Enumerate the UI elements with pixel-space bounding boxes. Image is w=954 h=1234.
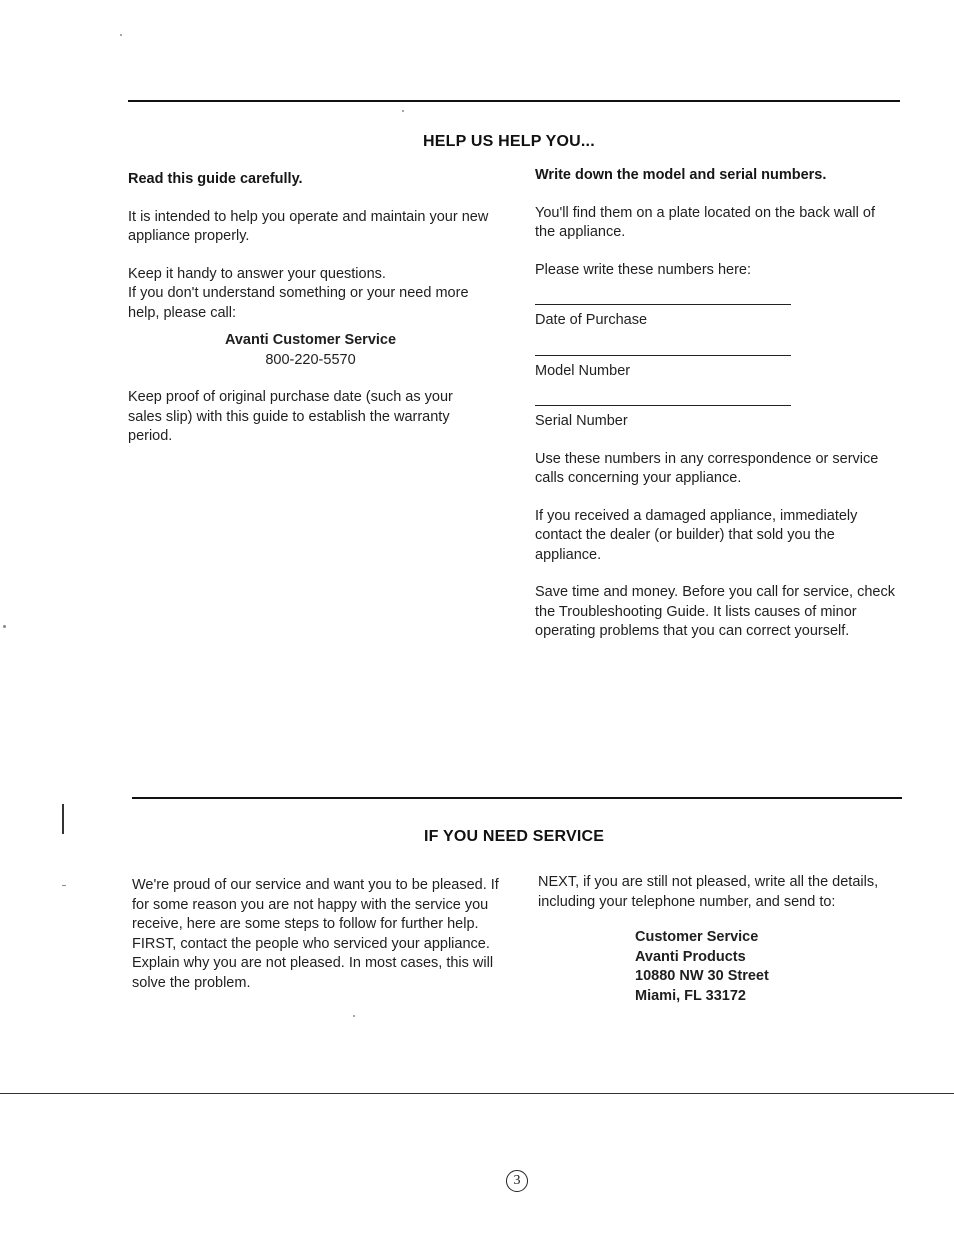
purchase-date-line [535,304,791,305]
service-intro-text: We're proud of our service and want you to be pleased. If for some reason you are not happy with the service you receive, here are some steps to follow for further help. [132,877,499,932]
page-number: 3 [506,1170,528,1192]
service-section-title: IF YOU NEED SERVICE [424,828,605,845]
top-divider [128,100,900,102]
help-left-column [128,170,500,447]
need-help-text: If you don't understand something or your need more help, please call: [128,285,469,321]
write-here-text: Please write these numbers here: [535,261,751,278]
service-next-step-text: NEXT, if you are still not pleased, write all the details, including your telephone number, and send to: [538,874,879,910]
plate-location-text: You'll find them on a plate located on the back wall of the appliance. [535,204,875,240]
serial-number-label: Serial Number [535,413,628,429]
damaged-appliance-text: If you received a damaged appliance, immediately contact the dealer (or builder) that sold you the appliance. [535,507,858,563]
scan-speck [353,1015,355,1017]
guide-purpose-text: It is intended to help you operate and maintain your new appliance properly. [128,208,489,244]
address-line-4: Miami, FL 33172 [635,987,746,1004]
help-section-title: HELP US HELP YOU... [423,133,595,150]
address-line-3: 10880 NW 30 Street [635,968,769,984]
read-guide-subheading: Read this guide carefully. [128,171,303,187]
help-right-column [535,166,897,642]
middle-divider [132,797,902,799]
proof-of-purchase-text: Keep proof of original purchase date (such as your sales slip) with this guide to establish the warranty period. [128,389,453,444]
bottom-divider [0,1093,954,1094]
model-number-line [535,355,791,356]
contact-name: Avanti Customer Service [224,332,397,348]
scan-speck [62,885,66,886]
troubleshooting-text: Save time and money. Before you call for service, check the Troubleshooting Guide. It lists causes of minor operating problems that you can correct yourself. [535,584,895,639]
address-line-2: Avanti Products [635,948,746,965]
scan-speck [402,110,404,112]
scan-speck [3,625,6,628]
keep-handy-text: Keep it handy to answer your questions. [128,265,386,282]
purchase-date-label: Date of Purchase [535,312,648,328]
serial-number-line [535,405,791,406]
service-first-step-text: FIRST, contact the people who serviced your appliance. Explain why you are not pleased. In most cases, this will solve the problem. [132,935,494,991]
model-number-label: Model Number [535,362,631,379]
scan-speck [120,34,122,36]
service-left-column [132,876,502,993]
contact-phone: 800-220-5570 [265,351,356,368]
write-numbers-subheading: Write down the model and serial numbers. [535,167,827,183]
service-right-column [538,873,898,1006]
use-numbers-text: Use these numbers in any correspondence or service calls concerning your appliance. [535,450,879,486]
address-line-1: Customer Service [635,929,759,945]
scan-speck [62,804,64,834]
